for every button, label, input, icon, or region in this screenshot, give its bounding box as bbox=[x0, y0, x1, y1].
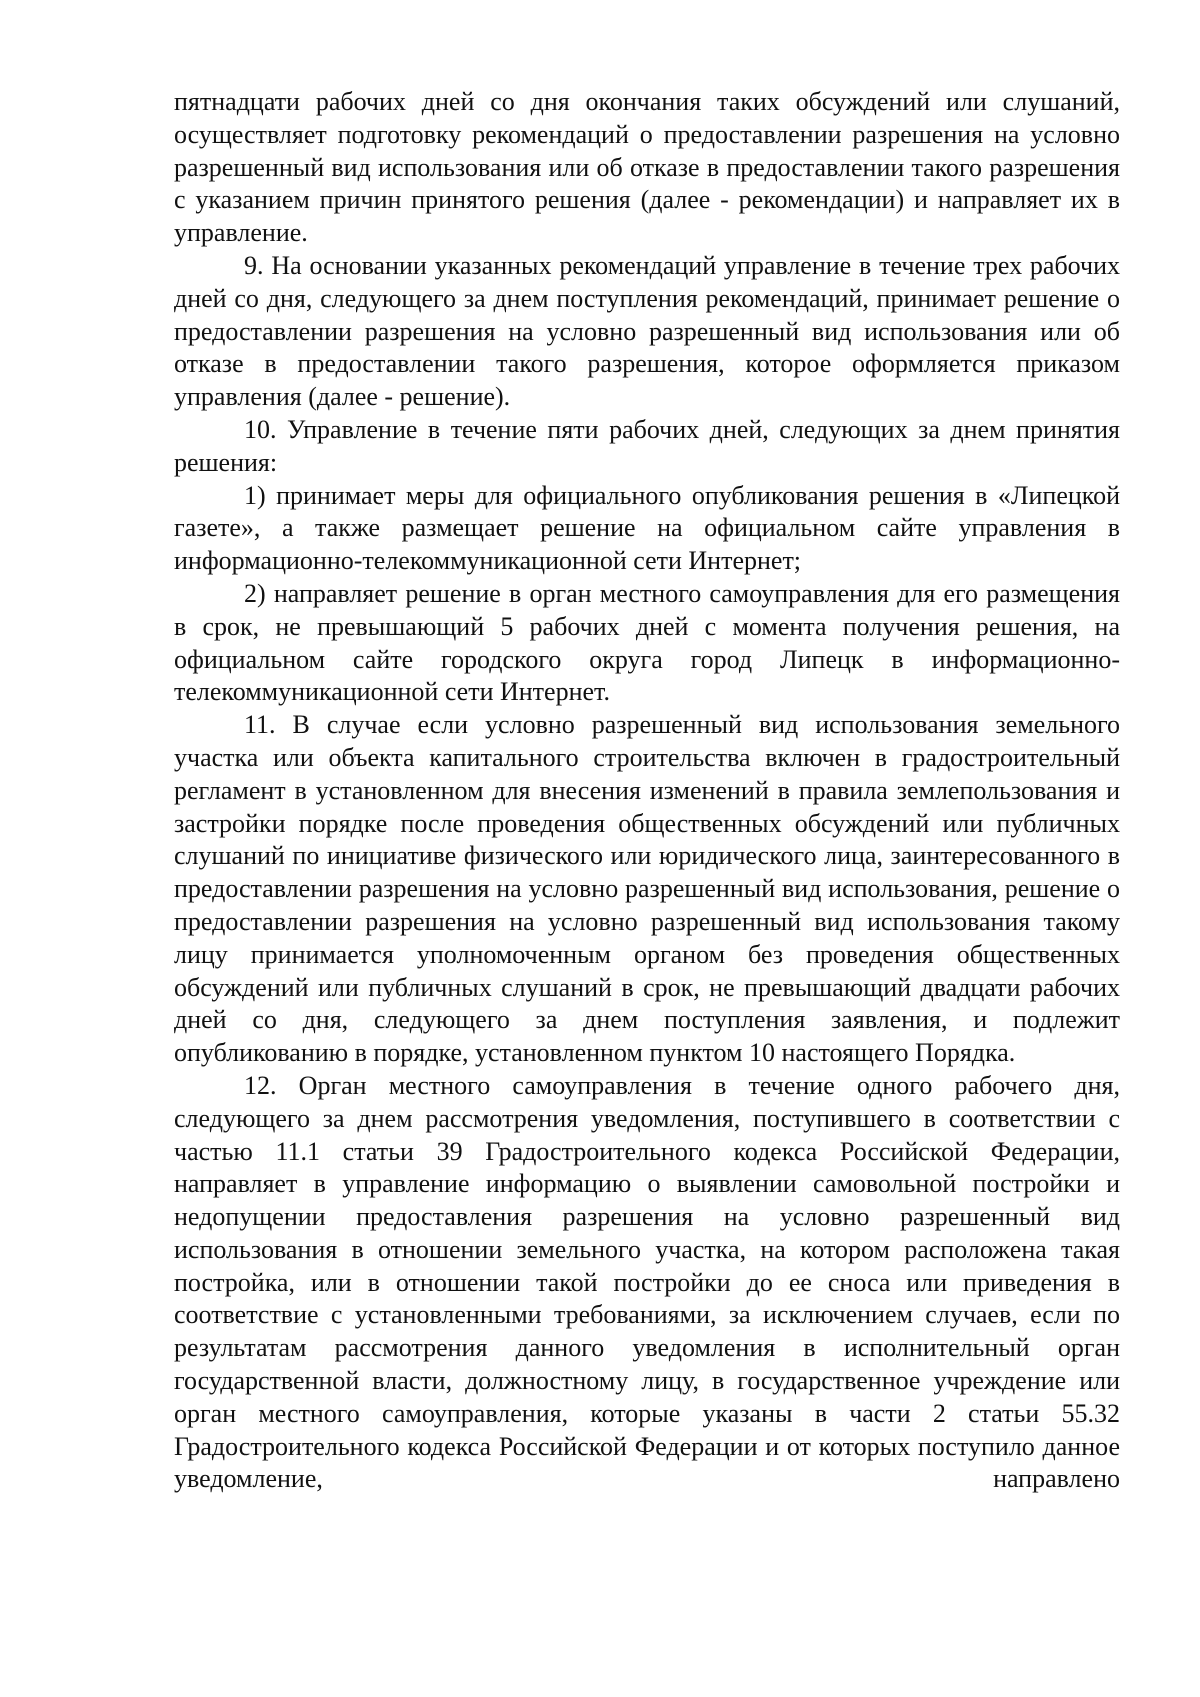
paragraph-10: 10. Управление в течение пяти рабочих дней, следующих за днем принятия решения: bbox=[174, 414, 1120, 477]
paragraph-11: 11. В случае если условно разрешенный вид использования земельного участка или объекта капитального строительства включен в градостроительный регламент в установленном для внесения изменений в правила землепользования и застройки порядке после проведения общественных обсуждений или публичных слушаний по инициативе физического или юридического лица, заинтересованного в предоставлении разрешения на условно разрешенный вид использования, решение о предоставлении разрешения на условно разрешенный вид использования такому лицу принимается уполномоченным органом без проведения общественных обсуждений или публичных слушаний в срок, не превышающий двадцати рабочих дней со дня, следующего за днем поступления заявления, и подлежит опубликованию в порядке, установленном пунктом 10 настоящего Порядка. bbox=[174, 710, 1120, 1068]
paragraph-9: 9. На основании указанных рекомендаций управление в течение трех рабочих дней со дня, следующего за днем поступления рекомендаций, принимает решение о предоставлении разрешения на условно разрешенный вид использования или об отказе в предоставлении такого разрешения, которое оформляется приказом управления (далее - решение). bbox=[174, 250, 1120, 412]
paragraph-12: 12. Орган местного самоуправления в течение одного рабочего дня, следующего за днем рассмотрения уведомления, поступившего в соответствии с частью 11.1 статьи 39 Градостроительного кодекса Российской Федерации, направляет в управление информацию о выявлении самовольной постройки и недопущении предоставления разрешения на условно разрешенный вид использования в отношении земельного участка, на котором расположена такая постройка, или в отношении такой постройки до ее сноса или приведения в соответствие с установленными требованиями, за исключением случаев, если по результатам рассмотрения данного уведомления в исполнительный орган государственной власти, должностному лицу, в государственное учреждение или орган местного самоуправления, которые указаны в части 2 статьи 55.32 Градостроительного кодекса Российской Федерации и от которых поступило данное уведомление, направлено bbox=[174, 1070, 1120, 1494]
paragraph-10-item-2: 2) направляет решение в орган местного самоуправления для его размещения в срок, не превышающий 5 рабочих дней с момента получения решения, на официальном сайте городского округа город Липецк в информационно-телекоммуникационной сети Интернет. bbox=[174, 578, 1120, 707]
document-page bbox=[174, 86, 1120, 1496]
paragraph-10-item-1: 1) принимает меры для официального опубликования решения в «Липецкой газете», а также размещает решение на официальном сайте управления в информационно-телекоммуникационной сети Интернет; bbox=[174, 480, 1120, 576]
paragraph-8-continuation: пятнадцати рабочих дней со дня окончания таких обсуждений или слушаний, осуществляет подготовку рекомендаций о предоставлении разрешения на условно разрешенный вид использования или об отказе в предоставлении такого разрешения с указанием причин принятого решения (далее - рекомендации) и направляет их в управление. bbox=[174, 87, 1120, 248]
